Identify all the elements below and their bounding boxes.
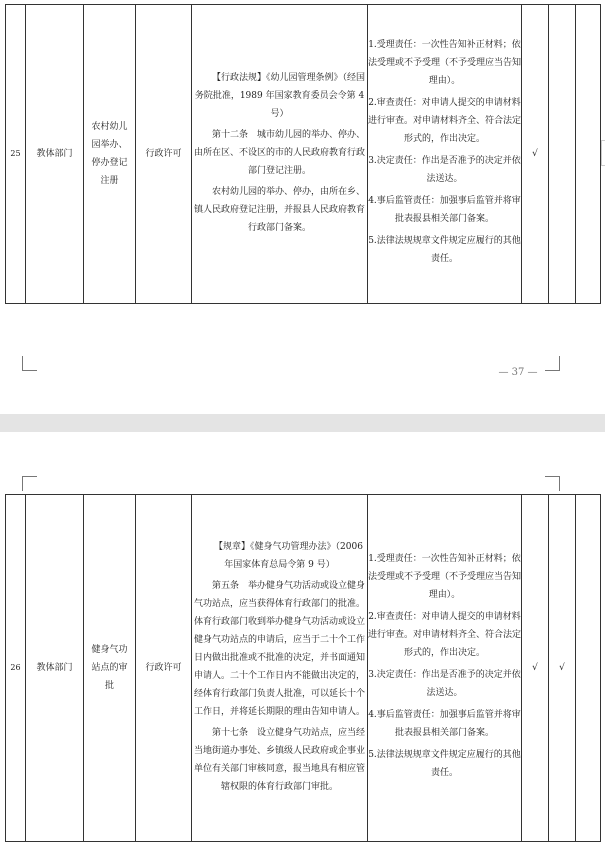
responsibility-item: 1.受理责任：一次性告知补正材料；依法受理或不予受理（不予受理应当告知理由）。 — [368, 40, 522, 86]
permission-table-row-26 — [5, 494, 601, 842]
category-cell: 行政许可 — [136, 5, 192, 304]
responsibility-item: 1.受理责任：一次性告知补正材料；依法受理或不予受理（不予受理应当告知理由）。 — [368, 554, 522, 600]
responsibility-item: 2.审查责任：对申请人提交的申请材料进行审查。对申请材料齐全、符合法定形式的，作出决定。 — [368, 612, 522, 658]
table-row — [6, 495, 601, 842]
empty-cell — [576, 495, 601, 842]
department-cell: 教体部门 — [26, 5, 84, 304]
department-cell: 教体部门 — [26, 495, 84, 842]
row-number: 26 — [6, 495, 26, 842]
check-mark-cell — [549, 5, 576, 304]
document-page-top — [0, 0, 605, 414]
table-row — [6, 5, 601, 304]
responsibility-item: 4.事后监管责任：加强事后监管并将审批表报县相关部门备案。 — [368, 196, 521, 224]
crop-mark-top-left — [22, 476, 37, 491]
check-mark-cell: √ — [522, 5, 549, 304]
crop-mark-bottom-left — [22, 356, 37, 371]
legal-basis-article: 第五条 举办健身气功活动或设立健身气功站点，应当获得体育行政部门的批准。体育行政部门收到举办健身气功活动或设立健身气功站点的申请后，应当于二十个工作日内做出批准或不批准的决定，并书面通知申请人。二十个工作日内不能做出决定的，经体育行政部门负责人批准，可以延长十个工作日，并将延长期限的理由告知申请人。 — [193, 580, 365, 717]
legal-basis-article: 农村幼儿园的举办、停办，由所在乡、镇人民政府登记注册，并报县人民政府教育行政部门备案。 — [193, 186, 365, 233]
document-page-bottom — [0, 432, 605, 844]
page-separator — [0, 414, 605, 432]
responsibility-item: 2.审查责任：对申请人提交的申请材料进行审查。对申请材料齐全、符合法定形式的，作出决定。 — [368, 98, 522, 144]
responsibility-item: 4.事后监管责任：加强事后监管并将审批表报县相关部门备案。 — [368, 710, 521, 738]
legal-basis-article: 第十二条 城市幼儿园的举办、停办、由所在区、不设区的市的人民政府教育行政部门登记注册。 — [193, 129, 365, 176]
responsibility-item: 5.法律法规规章文件规定应履行的其他责任。 — [368, 236, 521, 264]
responsibility-item: 3.决定责任：作出是否准予的决定并依法送达。 — [368, 156, 521, 184]
empty-cell — [576, 5, 601, 304]
responsibility-item: 5.法律法规规章文件规定应履行的其他责任。 — [368, 750, 521, 778]
page-number: — 37 — — [498, 367, 538, 378]
legal-basis-cell — [192, 5, 368, 304]
permission-table-row-25 — [5, 4, 601, 304]
check-mark-cell: √ — [522, 495, 549, 842]
page-edge-marker — [601, 140, 605, 166]
legal-basis-source: 【行政法规】《幼儿园管理条例》（经国务院批准，1989 年国家教育委员会令第 4 号） — [194, 72, 365, 119]
item-name-cell: 健身气功站点的审批 — [84, 495, 136, 842]
legal-basis-cell — [192, 495, 368, 842]
legal-basis-article: 第十七条 设立健身气功站点，应当经当地街道办事处、乡镇级人民政府或企事业单位有关部门审核同意，报当地具有相应管辖权限的体育行政部门审批。 — [193, 727, 365, 792]
category-cell: 行政许可 — [136, 495, 192, 842]
row-number: 25 — [6, 5, 26, 304]
legal-basis-source: 【规章】《健身气功管理办法》（2006 年国家体育总局令第 9 号） — [214, 541, 363, 570]
crop-mark-top-right — [545, 476, 560, 491]
item-name-cell: 农村幼儿园举办、停办登记注册 — [84, 5, 136, 304]
responsibility-item: 3.决定责任：作出是否准予的决定并依法送达。 — [368, 670, 521, 698]
responsibility-cell — [368, 495, 522, 842]
responsibility-cell — [368, 5, 522, 304]
check-mark-cell: √ — [549, 495, 576, 842]
